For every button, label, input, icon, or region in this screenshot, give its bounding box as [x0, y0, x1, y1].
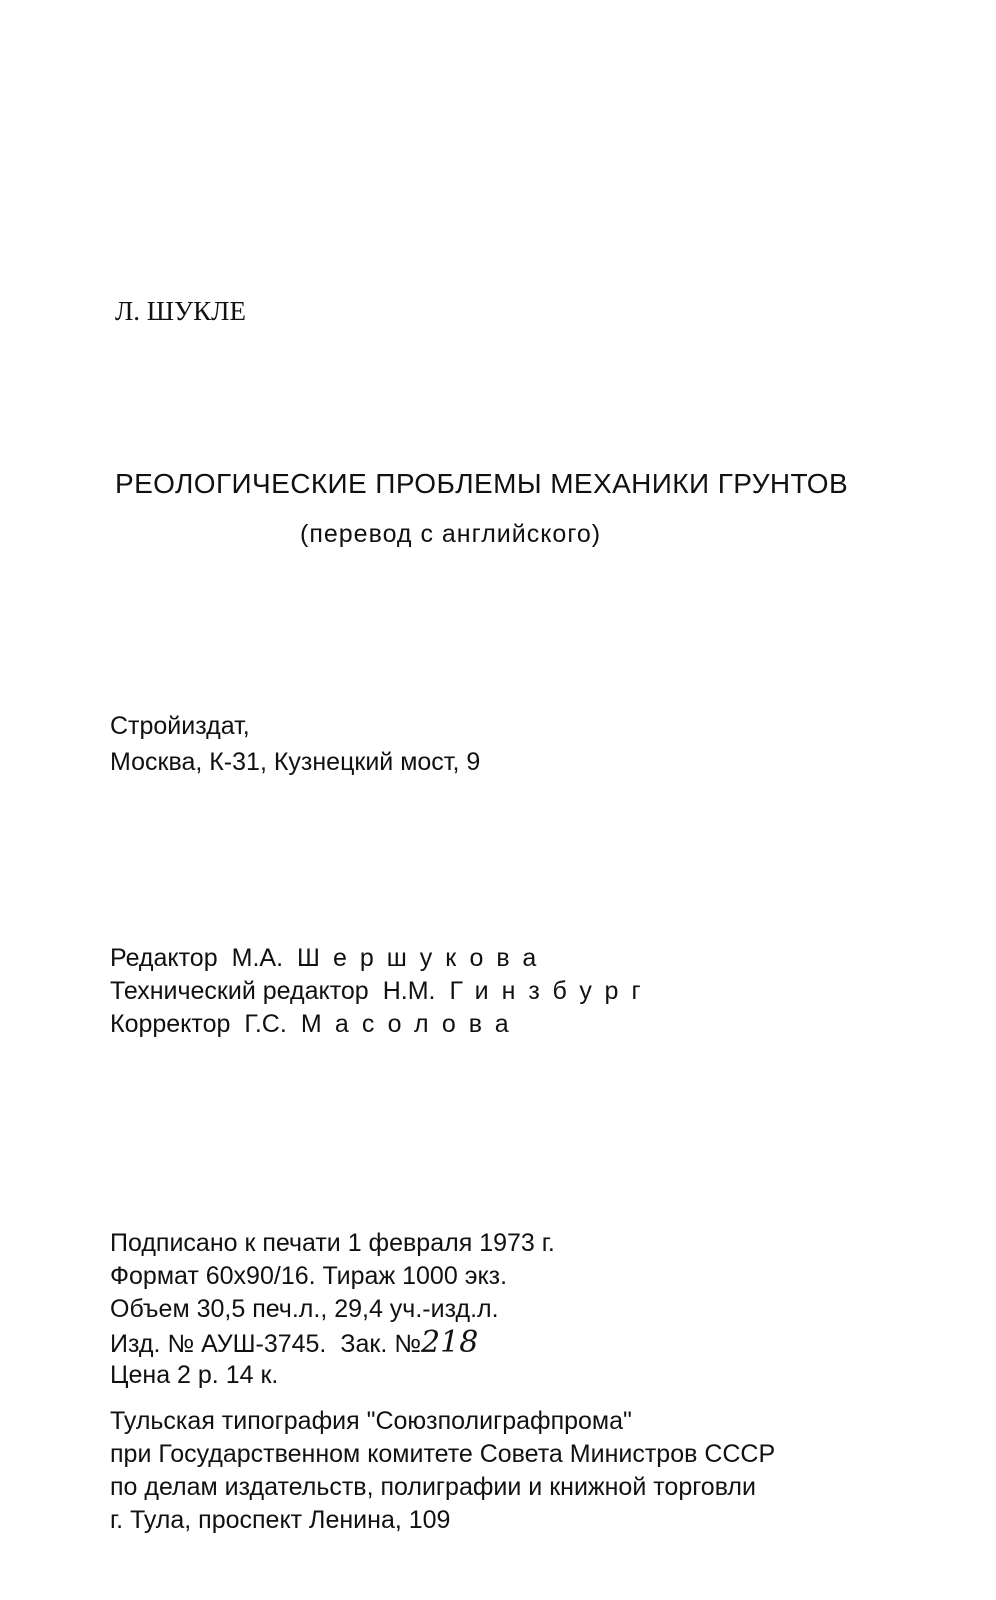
imprint-format: Формат 60x90/16. Тираж 1000 экз.	[110, 1262, 508, 1290]
printer-line-2: при Государственном комитете Совета Министров СССР	[110, 1440, 776, 1468]
imprint-edition-order	[110, 1326, 555, 1359]
book-subtitle: (перевод с английского)	[300, 520, 602, 548]
credit-tech-editor	[110, 975, 654, 1008]
publisher-name: Стройиздат,	[110, 712, 250, 740]
printer-line-3: по делам издательств, полиграфии и книжной торговли	[110, 1473, 756, 1501]
editor-role: Редактор	[110, 944, 218, 972]
corrector-surname: Масолова	[300, 1010, 522, 1038]
tech-editor-initials: Н.М.	[382, 977, 436, 1005]
tech-editor-surname: Гинзбург	[449, 977, 654, 1005]
author-name: Л. ШУКЛЕ	[115, 296, 246, 326]
corrector-initials: Г.С.	[244, 1010, 287, 1038]
imprint-signed: Подписано к печати 1 февраля 1973 г.	[110, 1229, 555, 1257]
imprint-order-number: 218	[421, 1325, 479, 1360]
credit-editor	[110, 942, 654, 975]
imprint-order-label: Зак. №	[340, 1330, 422, 1358]
credit-corrector	[110, 1008, 654, 1041]
imprint-edition: Изд. № АУШ-3745.	[110, 1330, 327, 1358]
imprint-price: Цена 2 р. 14 к.	[110, 1361, 279, 1389]
credits-block	[110, 942, 654, 1041]
publisher-address: Москва, К-31, Кузнецкий мост, 9	[110, 748, 481, 776]
editor-initials: М.А.	[231, 944, 284, 972]
publisher-block	[110, 708, 480, 780]
tech-editor-role: Технический редактор	[110, 977, 369, 1005]
book-title: РЕОЛОГИЧЕСКИЕ ПРОБЛЕМЫ МЕХАНИКИ ГРУНТОВ	[115, 468, 849, 499]
printer-line-1: Тульская типография "Союзполиграфпрома"	[110, 1407, 632, 1435]
printer-line-4: г. Тула, проспект Ленина, 109	[110, 1506, 451, 1534]
printer-block	[110, 1405, 775, 1537]
corrector-role: Корректор	[110, 1010, 231, 1038]
imprint-block	[110, 1227, 555, 1392]
imprint-volume: Объем 30,5 печ.л., 29,4 уч.-изд.л.	[110, 1295, 499, 1323]
editor-surname: Шершукова	[297, 944, 550, 972]
